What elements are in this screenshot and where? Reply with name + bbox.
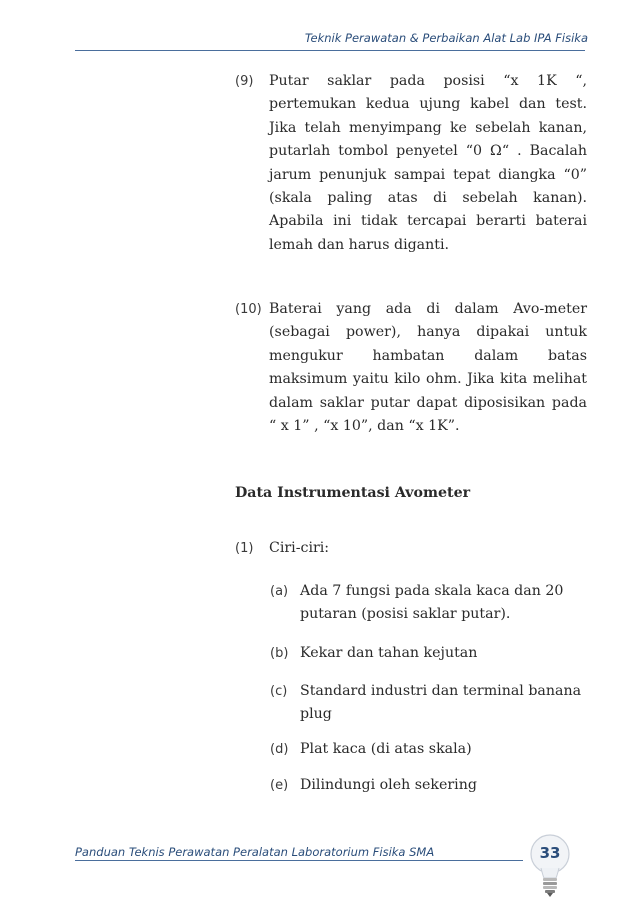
subitem-c [270,680,587,727]
subitem-e [270,774,587,797]
section-heading: Data Instrumentasi Avometer [235,485,471,501]
subitem-text: Ada 7 fungsi pada skala kaca dan 20 putaran (posisi saklar putar). [300,583,564,623]
item-text: Putar saklar pada posisi “x 1K “, pertemukan kedua ujung kabel dan test. Jika telah menyimpang ke sebelah kanan, putarlah tombol penyetel “0 Ω“ . Bacalah jarum penunjuk sampai tepat diangka “0” (skala paling atas di sebelah kanan). Apabila ini tidak tercapai berarti baterai lemah dan harus diganti. [269,73,587,253]
subitem-letter: (b) [270,646,289,661]
subitem-letter: (a) [270,584,289,599]
item-number: (9) [235,74,254,89]
item-number: (10) [235,302,262,317]
page-number: 33 [539,844,561,862]
subitem-text: Plat kaca (di atas skala) [300,741,472,757]
subitem-d [270,738,587,761]
list-item-1 [235,537,587,560]
footer-rule [75,860,523,861]
list-item-9 [235,70,587,257]
subitem-text: Kekar dan tahan kejutan [300,645,478,661]
subitem-text: Standard industri dan terminal banana plug [300,683,582,723]
list-item-10 [235,298,587,438]
running-footer: Panduan Teknis Perawatan Peralatan Laboratorium Fisika SMA [75,845,435,859]
subitem-letter: (e) [270,778,289,793]
subitem-a [270,580,587,627]
running-header: Teknik Perawatan & Perbaikan Alat Lab IPA Fisika [304,31,588,45]
subitem-text: Dilindungi oleh sekering [300,777,477,793]
subitem-letter: (c) [270,684,288,699]
subitem-letter: (d) [270,742,289,757]
subitem-b [270,642,587,665]
item-text: Baterai yang ada di dalam Avo-meter (sebagai power), hanya dipakai untuk mengukur hambatan dalam batas maksimum yaitu kilo ohm. Jika kita melihat dalam saklar putar dapat diposisikan pada “ x 1” , “x 10”, dan “x 1K”. [269,301,587,435]
item-text: Ciri-ciri: [269,540,330,556]
item-number: (1) [235,541,254,556]
header-rule [75,50,585,51]
